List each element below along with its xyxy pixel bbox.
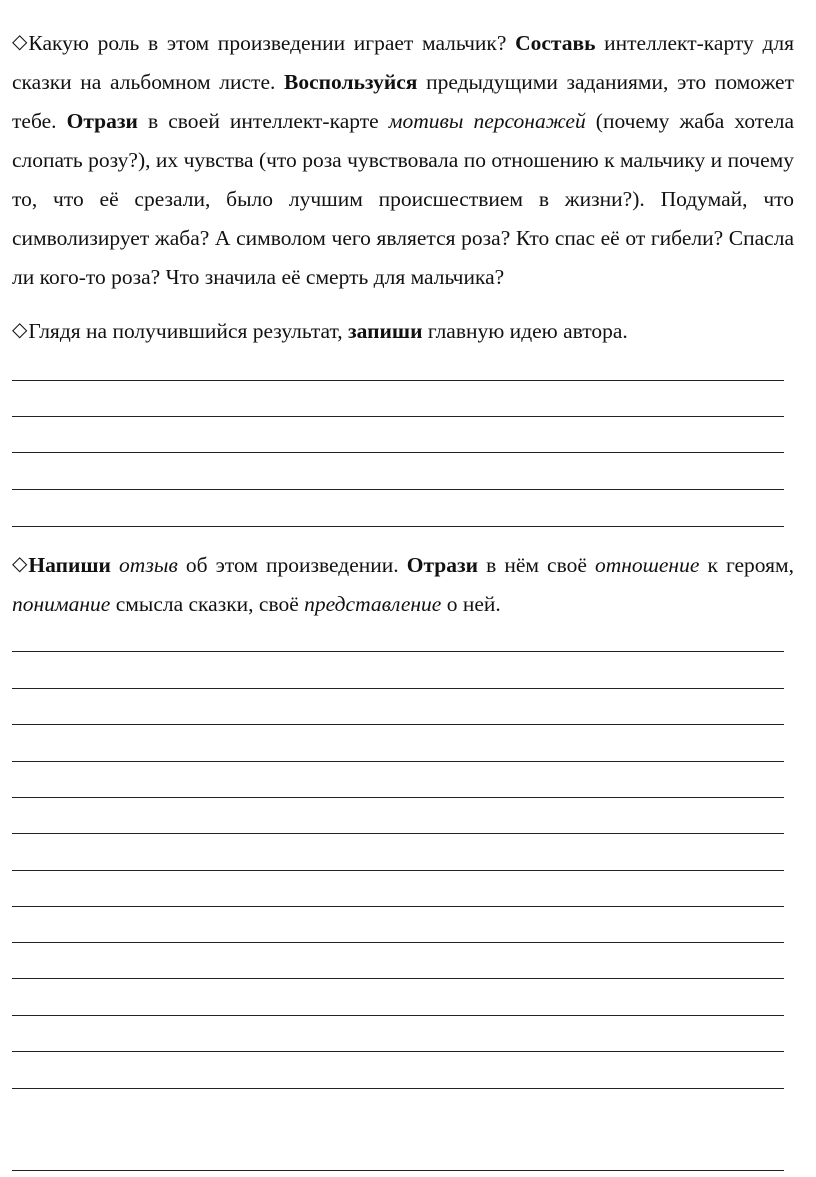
answer-line[interactable]	[12, 1051, 784, 1052]
answer-line[interactable]	[12, 489, 784, 490]
answer-line[interactable]	[12, 724, 784, 725]
answer-line[interactable]	[12, 978, 784, 979]
answer-line[interactable]	[12, 833, 784, 834]
answer-line[interactable]	[12, 688, 784, 689]
task-1-text: Какую роль в этом произведении играет мальчик? Составь интеллект-карту для сказки на альбомном листе. Воспользуйся предыдущими заданиями, это поможет тебе. Отрази в своей интеллект-карте мотивы персонажей (почему жаба хотела слопать розу?), их чувства (что роза чувствовала по отношению к мальчику и почему то, что её срезали, было лучшим происшествием в жизни?). Подумай, что символизирует жаба? А символом чего является роза? Кто спас её от гибели? Спасла ли кого-то роза? Что значила её смерть для мальчика?	[12, 31, 795, 289]
task-3-text: Напиши отзыв об этом произведении. Отрази в нём своё отношение к героям, понимание смысла сказки, своё представление о ней.	[12, 553, 795, 616]
answer-line[interactable]	[12, 651, 784, 652]
answer-line[interactable]	[12, 526, 784, 527]
task-2-instructions	[12, 310, 794, 351]
answer-line[interactable]	[12, 1015, 784, 1016]
answer-line[interactable]	[12, 452, 784, 453]
answer-line[interactable]	[12, 870, 784, 871]
task-2-text: Глядя на получившийся результат, запиши главную идею автора.	[28, 319, 628, 343]
diamond-bullet-icon: ◇	[12, 317, 28, 341]
answer-line[interactable]	[12, 416, 784, 417]
diamond-bullet-icon: ◇	[12, 551, 28, 575]
answer-line[interactable]	[12, 906, 784, 907]
answer-line[interactable]	[12, 1088, 784, 1089]
answer-line[interactable]	[12, 380, 784, 381]
task-1-instructions	[12, 22, 794, 297]
answer-line[interactable]	[12, 761, 784, 762]
task-3-instructions	[12, 544, 794, 624]
answer-line[interactable]	[12, 942, 784, 943]
diamond-bullet-icon: ◇	[12, 29, 28, 53]
answer-line[interactable]	[12, 797, 784, 798]
answer-line[interactable]	[12, 1170, 784, 1171]
